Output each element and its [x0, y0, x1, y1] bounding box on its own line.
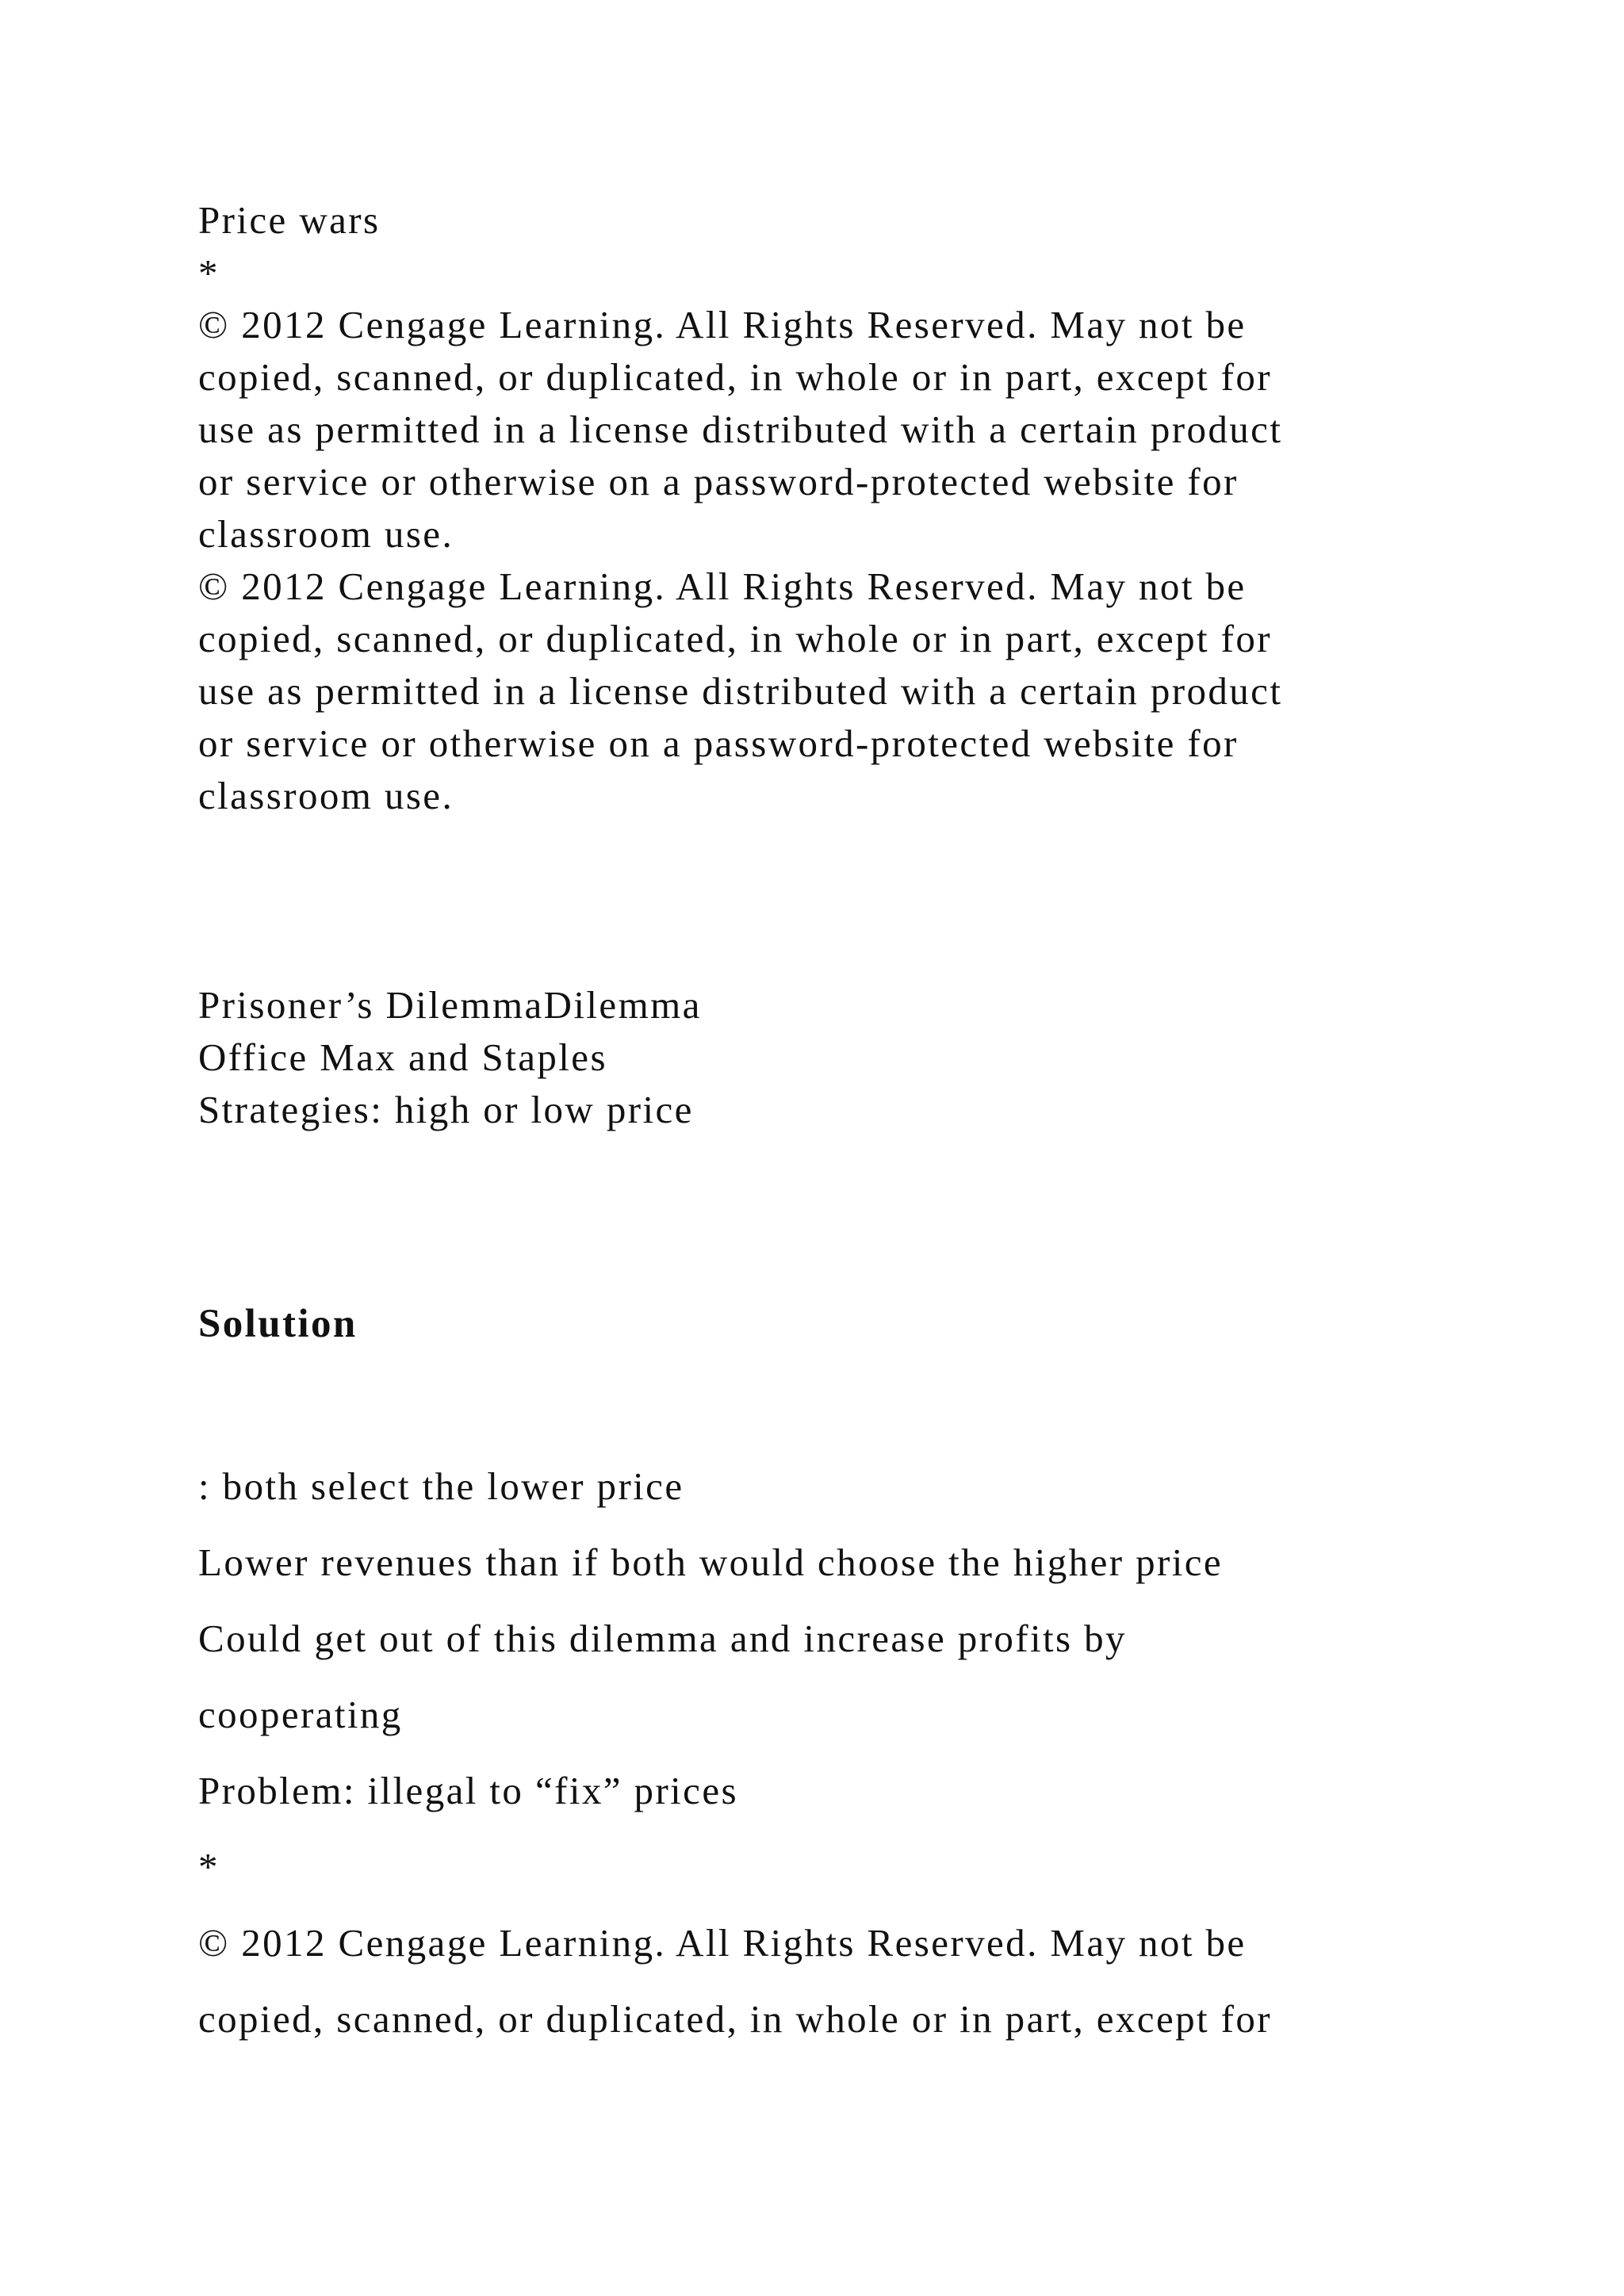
text-line: : both select the lower price — [198, 1464, 684, 1508]
text-line: cooperating — [198, 1693, 403, 1736]
text-line: Lower revenues than if both would choose the higher price — [198, 1540, 1224, 1584]
text-line: Could get out of this dilemma and increase profits by — [198, 1617, 1127, 1660]
text-line: copied, scanned, or duplicated, in whole or in part, except for — [198, 355, 1272, 399]
text-line: * — [198, 251, 220, 295]
text-line: or service or otherwise on a password-protected website for — [198, 460, 1239, 503]
text-line: Strategies: high or low price — [198, 1088, 694, 1131]
text-line: use as permitted in a license distributed with a certain product — [198, 408, 1283, 451]
text-line: © 2012 Cengage Learning. All Rights Reserved. May not be — [198, 564, 1247, 608]
text-line: © 2012 Cengage Learning. All Rights Reserved. May not be — [198, 303, 1247, 346]
text-line: classroom use. — [198, 774, 454, 817]
text-line: classroom use. — [198, 512, 454, 556]
text-line: Problem: illegal to “fix” prices — [198, 1769, 738, 1812]
text-line: Price wars — [198, 198, 381, 242]
text-line: copied, scanned, or duplicated, in whole or in part, except for — [198, 1997, 1272, 2041]
text-line: use as permitted in a license distributed with a certain product — [198, 669, 1283, 713]
text-line: © 2012 Cengage Learning. All Rights Reserved. May not be — [198, 1921, 1247, 1965]
text-line: Office Max and Staples — [198, 1035, 607, 1079]
text-line: copied, scanned, or duplicated, in whole or in part, except for — [198, 617, 1272, 660]
text-line: Prisoner’s DilemmaDilemma — [198, 983, 702, 1027]
text-line: * — [198, 1845, 220, 1888]
section-heading: Solution — [198, 1302, 358, 1346]
text-line: or service or otherwise on a password-protected website for — [198, 721, 1239, 765]
